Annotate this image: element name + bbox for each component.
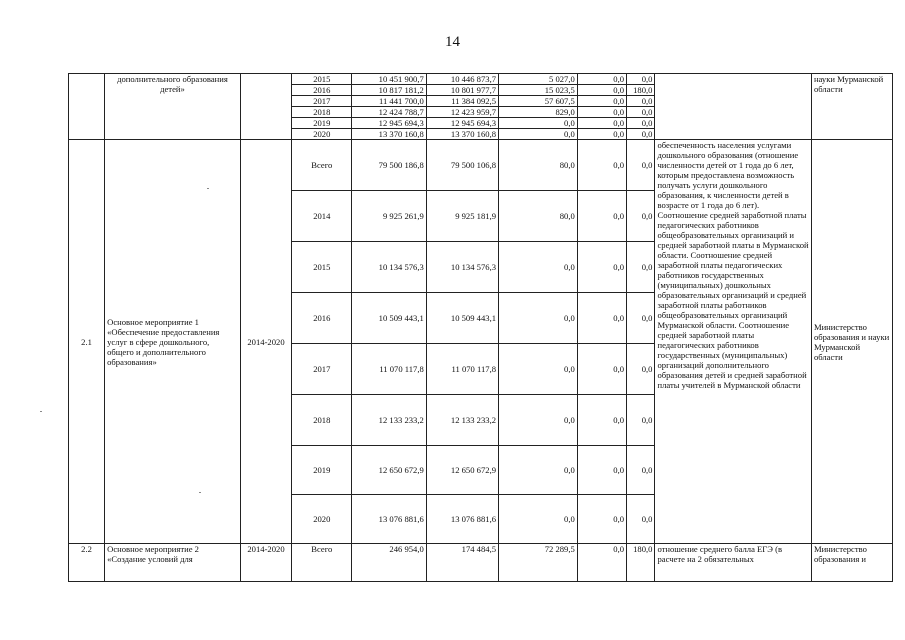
total-cell: 11 441 700,0 xyxy=(352,96,426,107)
value-cell: 174 484,5 xyxy=(426,544,498,582)
value-cell: 0,0 xyxy=(499,446,578,495)
value-cell: 0,0 xyxy=(627,118,655,129)
year-cell: 2019 xyxy=(292,118,352,129)
value-cell: 0,0 xyxy=(577,74,626,85)
value-cell: 0,0 xyxy=(577,96,626,107)
value-cell: 0,0 xyxy=(499,118,578,129)
year-cell: 2016 xyxy=(292,85,352,96)
year-cell: 2018 xyxy=(292,395,352,446)
total-cell: 10 817 181,2 xyxy=(352,85,426,96)
year-cell: Всего xyxy=(292,140,352,191)
executor-cell: науки Мурманской области xyxy=(811,74,892,140)
scan-speck xyxy=(40,411,42,412)
total-cell: 12 133 233,2 xyxy=(352,395,426,446)
value-cell: 11 070 117,8 xyxy=(426,344,498,395)
total-cell: 13 370 160,8 xyxy=(352,129,426,140)
value-cell: 0,0 xyxy=(627,74,655,85)
activity-name-cell: дополнительного образования детей» xyxy=(105,74,241,140)
value-cell: 13 076 881,6 xyxy=(426,495,498,544)
value-cell: 0,0 xyxy=(577,446,626,495)
year-cell: 2017 xyxy=(292,344,352,395)
total-cell: 9 925 261,9 xyxy=(352,191,426,242)
value-cell: 12 423 959,7 xyxy=(426,107,498,118)
value-cell: 0,0 xyxy=(577,495,626,544)
value-cell: 10 801 977,7 xyxy=(426,85,498,96)
value-cell: 829,0 xyxy=(499,107,578,118)
total-cell: 10 451 900,7 xyxy=(352,74,426,85)
program-table xyxy=(68,73,893,582)
value-cell: 72 289,5 xyxy=(499,544,578,582)
table-row xyxy=(69,544,893,582)
executor-cell: Министерство образования и xyxy=(811,544,892,582)
indicator-cell: обеспеченность населения услугами дошкольного образования (отношение численности детей от 1 года до 6 лет, которым предоставлена возможность получать услуги дошкольного образования, к численности детей в возрасте от 1 года до 6 лет). Соотношение средней заработной платы педагогических работников общеобразовательных организаций и средней заработной платы в Мурманской области. Соотношение средней заработной платы педагогических работников государственных (муниципальных) дошкольных образовательных организаций и средней заработной платы работников общеобразовательных организаций Мурманской области. Соотношение средней заработной платы педагогических работников государственных (муниципальных) организаций дополнительного образования детей и средней заработной платы учителей в Мурманской области xyxy=(655,140,811,544)
scan-speck xyxy=(199,492,201,493)
total-cell: 13 076 881,6 xyxy=(352,495,426,544)
value-cell: 13 370 160,8 xyxy=(426,129,498,140)
executor-cell: Министерство образования и науки Мурманской области xyxy=(811,140,892,544)
value-cell: 15 023,5 xyxy=(499,85,578,96)
value-cell: 0,0 xyxy=(577,129,626,140)
value-cell: 0,0 xyxy=(499,129,578,140)
table-row xyxy=(69,140,893,191)
year-cell: 2020 xyxy=(292,495,352,544)
year-cell: 2015 xyxy=(292,242,352,293)
value-cell: 79 500 106,8 xyxy=(426,140,498,191)
value-cell: 0,0 xyxy=(627,344,655,395)
value-cell: 180,0 xyxy=(627,544,655,582)
total-cell: 79 500 186,8 xyxy=(352,140,426,191)
value-cell: 57 607,5 xyxy=(499,96,578,107)
value-cell: 12 945 694,3 xyxy=(426,118,498,129)
value-cell: 0,0 xyxy=(627,293,655,344)
value-cell: 0,0 xyxy=(499,242,578,293)
value-cell: 11 384 092,5 xyxy=(426,96,498,107)
year-cell: 2017 xyxy=(292,96,352,107)
value-cell: 5 027,0 xyxy=(499,74,578,85)
value-cell: 80,0 xyxy=(499,191,578,242)
value-cell: 0,0 xyxy=(499,395,578,446)
year-cell: Всего xyxy=(292,544,352,582)
activity-name-cell: Основное мероприятие 1 «Обеспечение предоставления услуг в сфере дошкольного, общего и дополнительного образования» xyxy=(105,140,241,544)
row-number-cell xyxy=(69,74,105,140)
value-cell: 0,0 xyxy=(627,191,655,242)
page-number: 14 xyxy=(445,34,460,50)
row-number-cell: 2.1 xyxy=(69,140,105,544)
value-cell: 0,0 xyxy=(577,118,626,129)
value-cell: 0,0 xyxy=(627,140,655,191)
value-cell: 0,0 xyxy=(577,344,626,395)
value-cell: 10 134 576,3 xyxy=(426,242,498,293)
value-cell: 0,0 xyxy=(577,107,626,118)
total-cell: 10 134 576,3 xyxy=(352,242,426,293)
value-cell: 0,0 xyxy=(627,96,655,107)
value-cell: 9 925 181,9 xyxy=(426,191,498,242)
period-cell xyxy=(240,74,291,140)
row-number-cell: 2.2 xyxy=(69,544,105,582)
table-row xyxy=(69,74,893,85)
value-cell: 0,0 xyxy=(577,395,626,446)
value-cell: 0,0 xyxy=(577,85,626,96)
indicator-cell xyxy=(655,74,811,140)
value-cell: 0,0 xyxy=(627,242,655,293)
value-cell: 180,0 xyxy=(627,85,655,96)
value-cell: 0,0 xyxy=(627,495,655,544)
value-cell: 0,0 xyxy=(577,242,626,293)
year-cell: 2014 xyxy=(292,191,352,242)
value-cell: 12 650 672,9 xyxy=(426,446,498,495)
value-cell: 0,0 xyxy=(499,495,578,544)
value-cell: 0,0 xyxy=(627,395,655,446)
period-cell: 2014-2020 xyxy=(240,544,291,582)
total-cell: 12 945 694,3 xyxy=(352,118,426,129)
value-cell: 0,0 xyxy=(499,344,578,395)
value-cell: 10 509 443,1 xyxy=(426,293,498,344)
year-cell: 2018 xyxy=(292,107,352,118)
year-cell: 2015 xyxy=(292,74,352,85)
activity-name-cell: Основное мероприятие 2 «Создание условий для xyxy=(105,544,241,582)
total-cell: 246 954,0 xyxy=(352,544,426,582)
value-cell: 0,0 xyxy=(627,107,655,118)
year-cell: 2020 xyxy=(292,129,352,140)
year-cell: 2019 xyxy=(292,446,352,495)
value-cell: 0,0 xyxy=(627,446,655,495)
value-cell: 12 133 233,2 xyxy=(426,395,498,446)
total-cell: 12 650 672,9 xyxy=(352,446,426,495)
period-cell: 2014-2020 xyxy=(240,140,291,544)
value-cell: 0,0 xyxy=(577,140,626,191)
value-cell: 0,0 xyxy=(577,293,626,344)
value-cell: 0,0 xyxy=(577,191,626,242)
value-cell: 80,0 xyxy=(499,140,578,191)
indicator-cell: отношение среднего балла ЕГЭ (в расчете на 2 обязательных xyxy=(655,544,811,582)
year-cell: 2016 xyxy=(292,293,352,344)
value-cell: 0,0 xyxy=(577,544,626,582)
total-cell: 10 509 443,1 xyxy=(352,293,426,344)
scan-speck xyxy=(207,188,209,189)
value-cell: 0,0 xyxy=(627,129,655,140)
value-cell: 0,0 xyxy=(499,293,578,344)
value-cell: 10 446 873,7 xyxy=(426,74,498,85)
total-cell: 12 424 788,7 xyxy=(352,107,426,118)
total-cell: 11 070 117,8 xyxy=(352,344,426,395)
